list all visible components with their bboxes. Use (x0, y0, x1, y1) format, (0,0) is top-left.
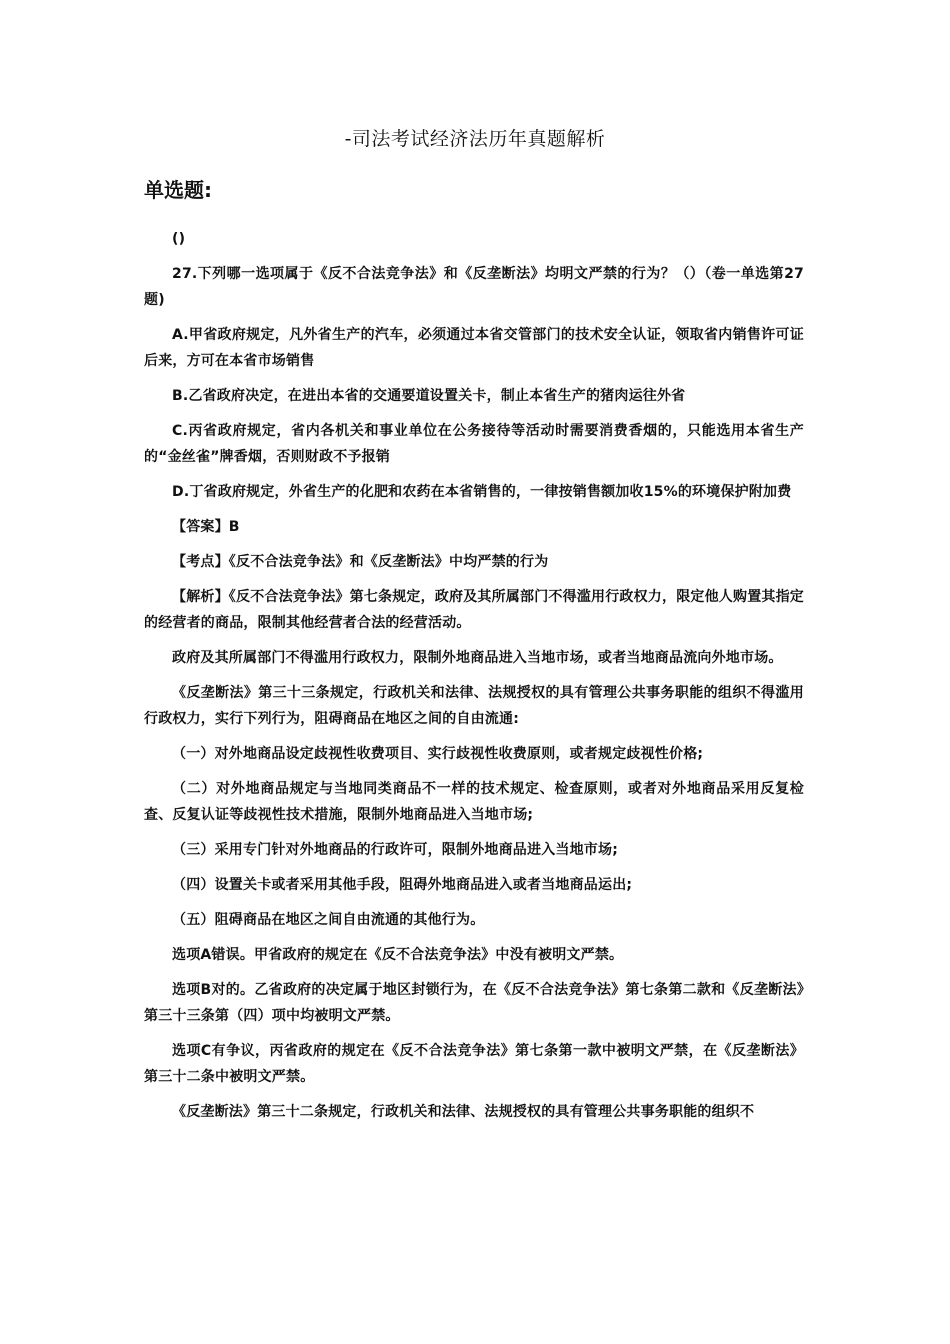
list-item-paragraph: （四）设置关卡或者采用其他手段，阻碍外地商品进入或者当地商品运出; (172, 877, 633, 893)
option-d-paragraph: D.丁省政府规定，外省生产的化肥和农药在本省销售的，一律按销售额加收15%的环境保护附加费 (172, 484, 792, 500)
document-body (144, 226, 804, 1134)
analysis-paragraph: 政府及其所属部门不得滥用行政权力，限制外地商品进入当地市场，或者当地商品流向外地市场。 (172, 650, 783, 666)
analysis-paragraph: 《反垄断法》第三十三条规定，行政机关和法律、法规授权的具有管理公共事务职能的组织不得滥用行政权力，实行下列行为，阻碍商品在地区之间的自由流通: (144, 685, 804, 727)
option-note-paragraph: 选项C有争议，丙省政府的规定在《反不合法竞争法》第七条第一款中被明文严禁，在《反垄断法》第三十二条中被明文严禁。 (144, 1043, 804, 1085)
question-paragraph: 27.下列哪一选项属于《反不合法竞争法》和《反垄断法》均明文严禁的行为？（）（卷一单选第27题) (144, 266, 804, 308)
blank-paren-paragraph: () (172, 231, 186, 247)
list-item-paragraph: （三）采用专门针对外地商品的行政许可，限制外地商品进入当地市场; (172, 842, 618, 858)
option-note-paragraph: 选项A错误。甲省政府的规定在《反不合法竞争法》中没有被明文严禁。 (172, 947, 624, 963)
option-b-paragraph: B.乙省政府决定，在进出本省的交通要道设置关卡，制止本省生产的猪肉运往外省 (172, 388, 686, 404)
analysis-paragraph: 【解析】《反不合法竞争法》第七条规定，政府及其所属部门不得滥用行政权力，限定他人购置其指定的经营者的商品，限制其他经营者合法的经营活动。 (144, 589, 804, 631)
document-title: -司法考试经济法历年真题解析 (344, 128, 606, 150)
list-item-paragraph: （一）对外地商品设定歧视性收费项目、实行歧视性收费原则，或者规定歧视性价格; (172, 746, 704, 762)
list-item-paragraph: （五）阻碍商品在地区之间自由流通的其他行为。 (172, 912, 485, 928)
list-item-paragraph: （二）对外地商品规定与当地同类商品不一样的技术规定、检查原则，或者对外地商品采用反复检查、反复认证等歧视性技术措施，限制外地商品进入当地市场; (144, 781, 804, 823)
option-note-paragraph: 选项B对的。乙省政府的决定属于地区封锁行为，在《反不合法竞争法》第七条第二款和《反垄断法》第三十三条第（四）项中均被明文严禁。 (144, 982, 804, 1024)
answer-paragraph: 【答案】B (172, 519, 240, 535)
key-point-paragraph: 【考点】《反不合法竞争法》和《反垄断法》中均严禁的行为 (172, 554, 549, 570)
section-heading: 单选题: (144, 178, 212, 202)
analysis-paragraph: 《反垄断法》第三十二条规定，行政机关和法律、法规授权的具有管理公共事务职能的组织不 (172, 1104, 755, 1120)
option-c-paragraph: C.丙省政府规定，省内各机关和事业单位在公务接待等活动时需要消费香烟的，只能选用本省生产的“金丝雀”牌香烟，否则财政不予报销 (144, 423, 804, 465)
option-a-paragraph: A.甲省政府规定，凡外省生产的汽车，必须通过本省交管部门的技术安全认证，领取省内销售许可证后来，方可在本省市场销售 (144, 327, 804, 369)
